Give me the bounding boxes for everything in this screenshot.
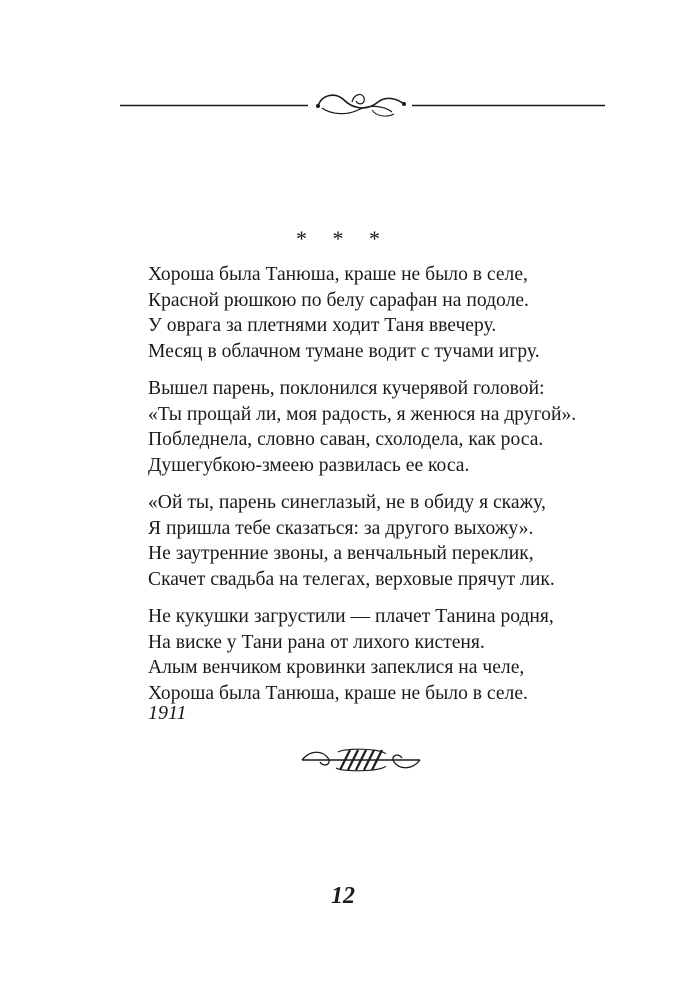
poem-line: Душегубкою-змеею развилась ее коса. bbox=[148, 454, 470, 476]
poem-line: Скачет свадьба на телегах, верховые прячут лик. bbox=[148, 568, 555, 590]
poem-body bbox=[148, 262, 628, 718]
poem-line: Месяц в облачном тумане водит с тучами игру. bbox=[148, 340, 540, 362]
poem-line: Красной рюшкою по белу сарафан на подоле. bbox=[148, 289, 529, 311]
header-ornament bbox=[0, 80, 686, 130]
poem-line: Вышел парень, поклонился кучерявой головой: bbox=[148, 378, 545, 399]
poem-line: Побледнела, словно саван, схолодела, как роса. bbox=[148, 429, 544, 450]
poem-line: Не заутренние звоны, а венчальный переклик, bbox=[148, 543, 534, 564]
poem-line: «Ты прощай ли, моя радость, я женюся на другой». bbox=[148, 403, 577, 425]
poem-line: Не кукушки загрустили — плачет Танина родня, bbox=[148, 606, 554, 627]
stanza bbox=[148, 376, 628, 478]
end-flourish-icon bbox=[296, 740, 426, 780]
stanza bbox=[148, 490, 628, 592]
poem-line: У оврага за плетнями ходит Таня ввечеру. bbox=[148, 315, 497, 336]
poem-line: Алым венчиком кровинки запеклися на челе, bbox=[148, 657, 525, 678]
stanza bbox=[148, 262, 628, 364]
poem-line: Я пришла тебе сказаться: за другого выхожу». bbox=[148, 517, 534, 539]
poem-line: Хороша была Танюша, краше не было в селе. bbox=[148, 682, 528, 704]
page-number: 12 bbox=[331, 883, 355, 909]
poem-year: 1911 bbox=[148, 702, 187, 724]
poem-line: Хороша была Танюша, краше не было в селе, bbox=[148, 264, 528, 285]
flourish-divider-icon bbox=[0, 80, 686, 130]
end-ornament bbox=[296, 740, 426, 780]
poem-line: «Ой ты, парень синеглазый, не в обиду я скажу, bbox=[148, 492, 546, 513]
stanza bbox=[148, 604, 628, 706]
poem-separator: * * * bbox=[296, 226, 390, 251]
poem-line: На виске у Тани рана от лихого кистеня. bbox=[148, 631, 485, 653]
